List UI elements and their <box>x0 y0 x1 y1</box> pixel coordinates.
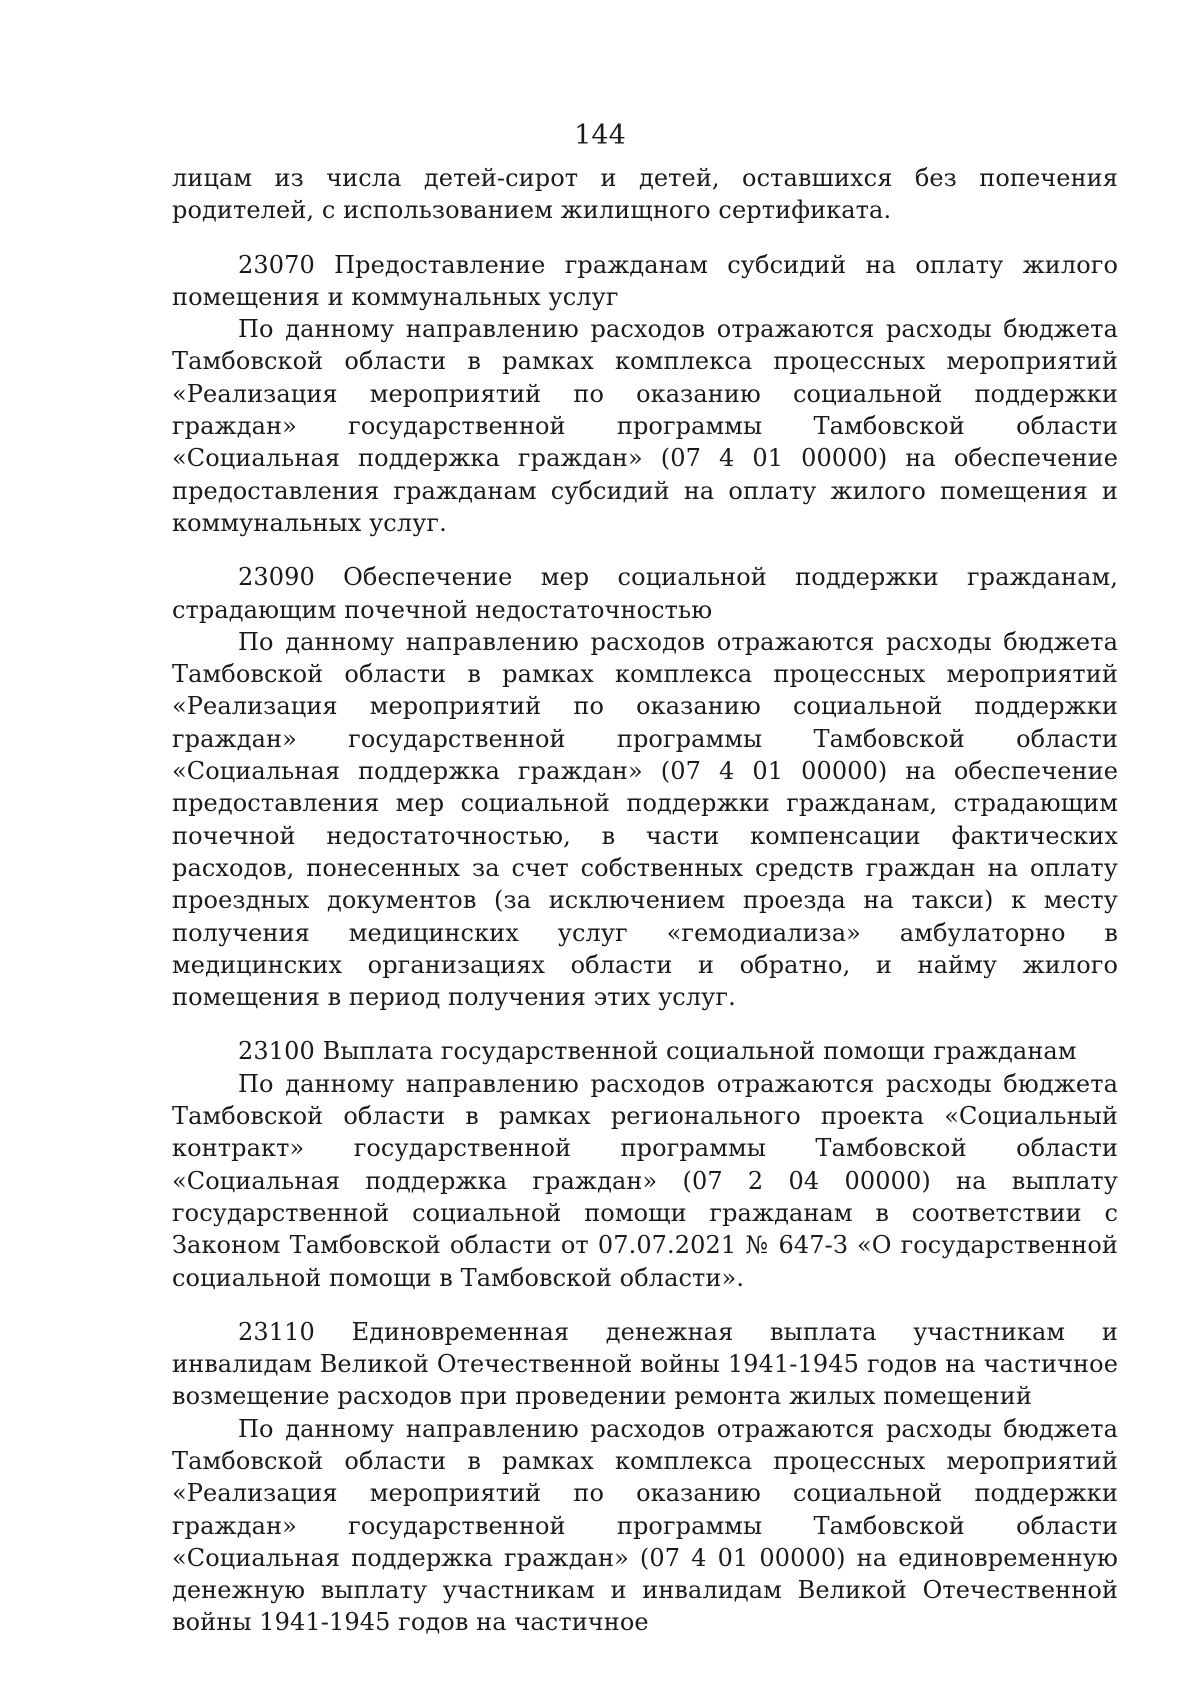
page-number: 144 <box>574 120 626 151</box>
section-body-23070: По данному направлению расходов отражаются расходы бюджета Тамбовской области в рамках комплекса процессных мероприятий «Реализация мероприятий по оказанию социальной поддержки граждан» государственной программы Тамбовской области «Социальная поддержка граждан» (07 4 01 00000) на обеспечение предоставления гражданам субсидий на оплату жилого помещения и коммунальных услуг. <box>172 315 1118 537</box>
section-body-23100: По данному направлению расходов отражаются расходы бюджета Тамбовской области в рамках регионального проекта «Социальный контракт» государственной программы Тамбовской области «Социальная поддержка граждан» (07 2 04 00000) на выплату государственной социальной помощи гражданам в соответствии с Законом Тамбовской области от 07.07.2021 № 647-З «О государственной социальной помощи в Тамбовской области». <box>172 1069 1118 1292</box>
intro-paragraph: лицам из числа детей-сирот и детей, оставшихся без попечения родителей, с использованием жилищного сертификата. <box>172 164 1118 225</box>
section-body-23090: По данному направлению расходов отражаются расходы бюджета Тамбовской области в рамках комплекса процессных мероприятий «Реализация мероприятий по оказанию социальной поддержки граждан» государственной программы Тамбовской области «Социальная поддержка граждан» (07 4 01 00000) на обеспечение предоставления мер социальной поддержки гражданам, страдающим почечной недостаточностью, в части компенсации фактических расходов, понесенных за счет собственных средств граждан на оплату проездных документов (за исключением проезда на такси) к месту получения медицинских услуг «гемодиализа» амбулаторно в медицинских организациях области и обратно, и найму жилого помещения в период получения этих услуг. <box>172 627 1118 1012</box>
section-heading-23100: 23100 Выплата государственной социальной помощи гражданам <box>238 1037 1077 1066</box>
section-heading-23070: 23070 Предоставление гражданам субсидий на оплату жилого помещения и коммунальных услуг <box>172 250 1118 311</box>
section-heading-23110: 23110 Единовременная денежная выплата участникам и инвалидам Великой Отечественной войны 1941-1945 годов на частичное возмещение расходов при проведении ремонта жилых помещений <box>172 1317 1118 1411</box>
section-heading-23090: 23090 Обеспечение мер социальной поддержки гражданам, страдающим почечной недостаточностью <box>172 563 1118 624</box>
section-body-23110: По данному направлению расходов отражаются расходы бюджета Тамбовской области в рамках комплекса процессных мероприятий «Реализация мероприятий по оказанию социальной поддержки граждан» государственной программы Тамбовской области «Социальная поддержка граждан» (07 4 01 00000) на единовременную денежную выплату участникам и инвалидам Великой Отечественной войны 1941-1945 годов на частичное <box>172 1414 1118 1637</box>
document-body <box>172 162 1118 1639</box>
